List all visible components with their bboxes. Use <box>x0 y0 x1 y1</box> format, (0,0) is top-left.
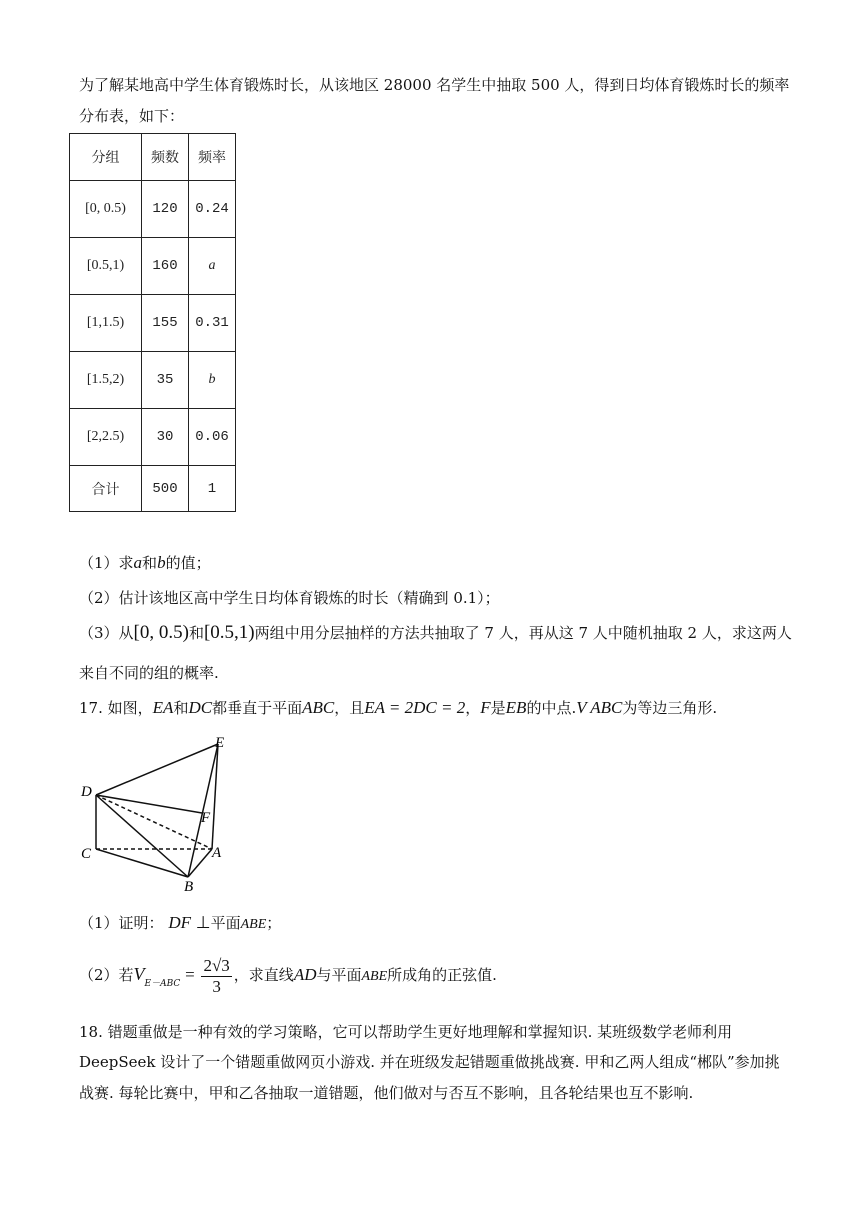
q17-p1-text: ； <box>266 914 282 932</box>
fraction <box>201 956 231 997</box>
q17-text: 的中点. <box>526 699 577 717</box>
table-header-row <box>70 134 236 181</box>
q17-p2-text: 所成角的正弦值. <box>387 966 497 984</box>
cell-count: 120 <box>142 181 189 238</box>
cell-freq: 0.06 <box>189 409 236 466</box>
table-row <box>70 409 236 466</box>
volume-subscript: E－ABC <box>144 979 181 989</box>
label-a: A <box>212 845 222 861</box>
interval-1: [0, 0.5) <box>133 622 189 643</box>
frequency-table <box>69 133 236 512</box>
cell-group: [1,1.5) <box>70 295 142 352</box>
cell-freq: b <box>189 352 236 409</box>
q17-part-2 <box>79 952 497 1006</box>
equation: EA = 2DC = 2 <box>364 698 466 717</box>
edge-db <box>96 795 188 877</box>
q18-line-1: 18. 错题重做是一种有效的学习策略，它可以帮助学生更好地理解和掌握知识. 某班级数学老师利用 <box>79 1023 733 1041</box>
cell-group: 合计 <box>70 466 142 512</box>
perpendicular-symbol: ⊥ <box>195 913 211 932</box>
table-row <box>70 295 236 352</box>
cell-freq: 1 <box>189 466 236 512</box>
q17-number: 17. <box>79 699 103 717</box>
q16-p1-and: 和 <box>142 554 158 572</box>
q16-p3-post: 两组中用分层抽样的方法共抽取了 7 人，再从这 7 人中随机抽取 2 人，求这两人 <box>254 624 792 642</box>
q17-text: 为等边三角形. <box>622 699 718 717</box>
q18-line-2: DeepSeek 设计了一个错题重做网页小游戏. 并在班级发起错题重做挑战赛. 甲和乙两人组成“郴队”参加挑 <box>79 1053 780 1071</box>
q17-text: ，且 <box>334 699 365 717</box>
label-f: F <box>201 810 211 826</box>
cell-count: 35 <box>142 352 189 409</box>
table-row <box>70 352 236 409</box>
q16-p3-and: 和 <box>188 624 204 642</box>
fraction-denominator: 3 <box>212 976 221 996</box>
q16-p1-post: 的值； <box>165 554 211 572</box>
edge-de <box>96 744 218 795</box>
q17-text: 都垂直于平面 <box>212 699 303 717</box>
cell-freq: a <box>189 238 236 295</box>
q16-part-3-line-2: 来自不同的组的概率. <box>79 664 219 682</box>
label-e: E <box>215 735 225 751</box>
header-freq: 频率 <box>189 134 236 181</box>
q16-p1-text: （1）求 <box>79 554 134 572</box>
q16-part-3 <box>79 623 792 643</box>
seg-eb: EB <box>505 698 527 717</box>
cell-group: [0, 0.5) <box>70 181 142 238</box>
fraction-numerator: 2√3 <box>203 955 230 975</box>
point-f: F <box>480 698 491 717</box>
q17-p2-text: （2）若 <box>79 966 134 984</box>
label-d: D <box>81 784 92 800</box>
geometry-figure <box>78 733 238 893</box>
q17-p1-text: 平面 <box>210 914 241 932</box>
q17-text: 是 <box>490 699 506 717</box>
q17-p2-text: ，求直线 <box>233 966 294 984</box>
label-c: C <box>81 846 92 862</box>
table-row-total <box>70 466 236 512</box>
q17-p2-text: 与平面 <box>316 966 362 984</box>
cell-freq: 0.24 <box>189 181 236 238</box>
triangle-abc: V ABC <box>576 698 623 717</box>
header-group: 分组 <box>70 134 142 181</box>
q18-line-3: 战赛. 每轮比赛中，甲和乙各抽取一道错题，他们做对与否互不影响，且各轮结果也互不影响. <box>79 1084 694 1102</box>
cell-freq: 0.31 <box>189 295 236 352</box>
cell-count: 160 <box>142 238 189 295</box>
volume-v: V <box>133 964 145 984</box>
q16-p3-text: （3）从 <box>79 624 134 642</box>
q17-text: ， <box>465 699 481 717</box>
edge-cb <box>96 849 188 877</box>
q17-statement <box>79 698 717 718</box>
plane-abe: ABE <box>240 917 267 932</box>
var-b: b <box>157 553 166 572</box>
table-row <box>70 181 236 238</box>
intro-line-2: 分布表，如下： <box>79 107 185 125</box>
cell-count: 155 <box>142 295 189 352</box>
q17-text: 如图， <box>107 699 153 717</box>
cell-group: [0.5,1) <box>70 238 142 295</box>
edge-da-dashed <box>96 795 212 849</box>
edge-df <box>96 795 202 813</box>
header-count: 频数 <box>142 134 189 181</box>
q16-part-2: （2）估计该地区高中学生日均体育锻炼的时长（精确到 0.1）； <box>79 589 500 607</box>
q16-part-1 <box>79 553 211 573</box>
seg-df: DF <box>168 913 191 932</box>
table-row <box>70 238 236 295</box>
seg-ad: AD <box>293 965 317 984</box>
seg-ea: EA <box>152 698 174 717</box>
equals-sign: = <box>185 965 195 984</box>
q17-text: 和 <box>173 699 189 717</box>
seg-dc: DC <box>188 698 213 717</box>
plane-abe: ABE <box>361 969 388 984</box>
cell-group: [1.5,2) <box>70 352 142 409</box>
label-b: B <box>184 879 194 893</box>
q17-p1-text: （1）证明： <box>79 914 164 932</box>
cell-group: [2,2.5) <box>70 409 142 466</box>
interval-2: [0.5,1) <box>203 622 255 643</box>
intro-line-1: 为了解某地高中学生体育锻炼时长，从该地区 28000 名学生中抽取 500 人，得到日均体育锻炼时长的频率 <box>79 76 790 94</box>
plane-abc: ABC <box>302 698 335 717</box>
var-a: a <box>133 553 143 572</box>
cell-count: 30 <box>142 409 189 466</box>
cell-count: 500 <box>142 466 189 512</box>
q17-part-1 <box>79 913 281 935</box>
